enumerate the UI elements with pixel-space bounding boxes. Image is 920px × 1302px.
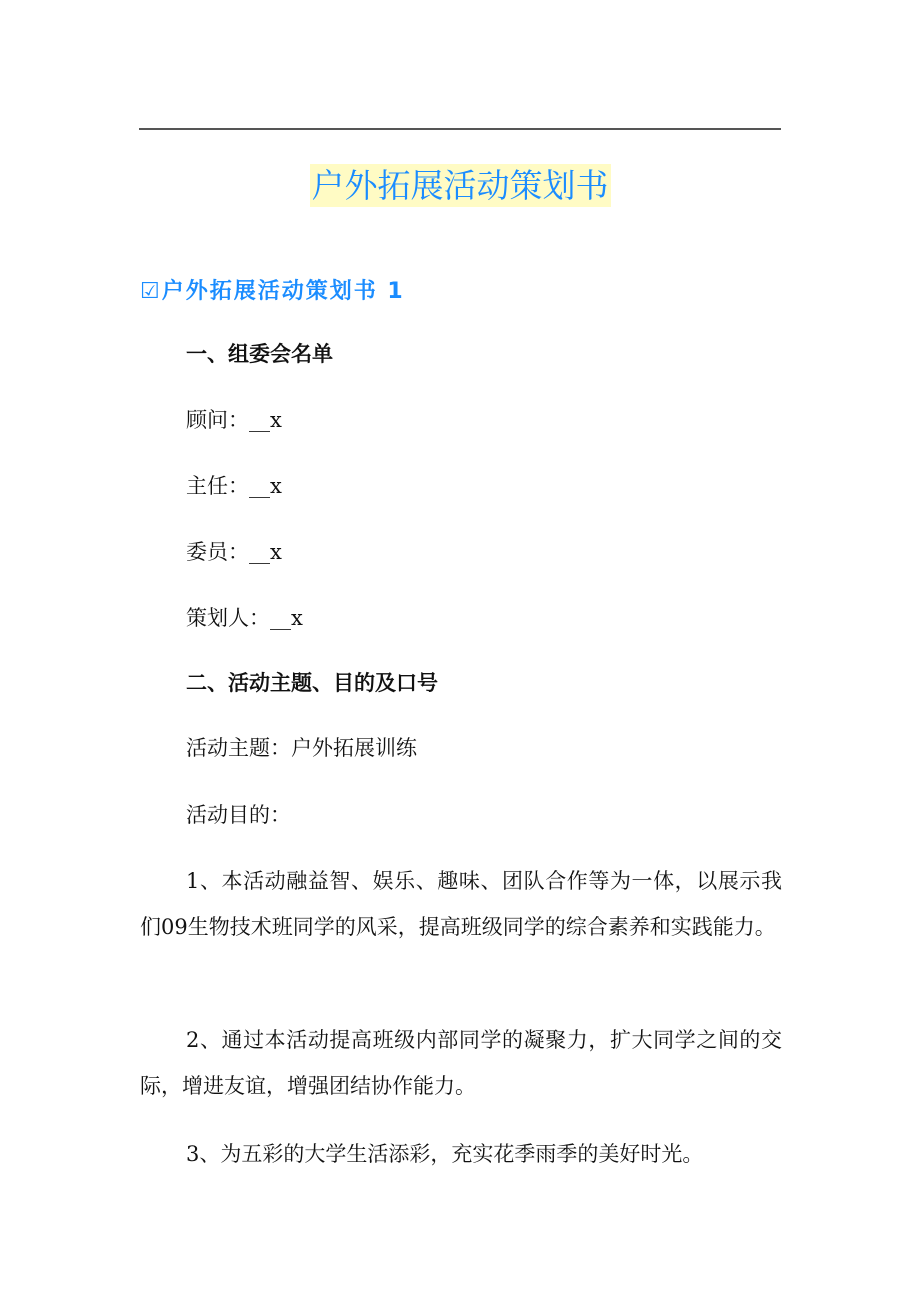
header-divider: [139, 128, 781, 130]
committee-planner: 策划人：__x: [186, 606, 303, 630]
committee-advisor: 顾问：__x: [186, 408, 282, 432]
heading-committee: 一、组委会名单: [186, 341, 333, 366]
committee-director: 主任：__x: [186, 474, 282, 498]
purpose-paragraph-1: 1、本活动融益智、娱乐、趣味、团队合作等为一体，以展示我们09生物技术班同学的风采，提高班级同学的综合素养和实践能力。: [140, 869, 782, 939]
document-title: 户外拓展活动策划书: [311, 166, 609, 205]
committee-member: 委员：__x: [186, 540, 282, 564]
heading-theme: 二、活动主题、目的及口号: [186, 670, 438, 695]
purpose-paragraph-3: 3、为五彩的大学生活添彩，充实花季雨季的美好时光。: [186, 1142, 704, 1166]
activity-theme: 活动主题：户外拓展训练: [186, 736, 417, 760]
section-heading: ☑户外拓展活动策划书 1: [140, 279, 405, 304]
document-title-wrap: [0, 160, 920, 207]
purpose-paragraph-2: 2、通过本活动提高班级内部同学的凝聚力，扩大同学之间的交际，增进友谊，增强团结协作能力。: [140, 1028, 782, 1098]
activity-purpose-label: 活动目的：: [186, 803, 291, 827]
